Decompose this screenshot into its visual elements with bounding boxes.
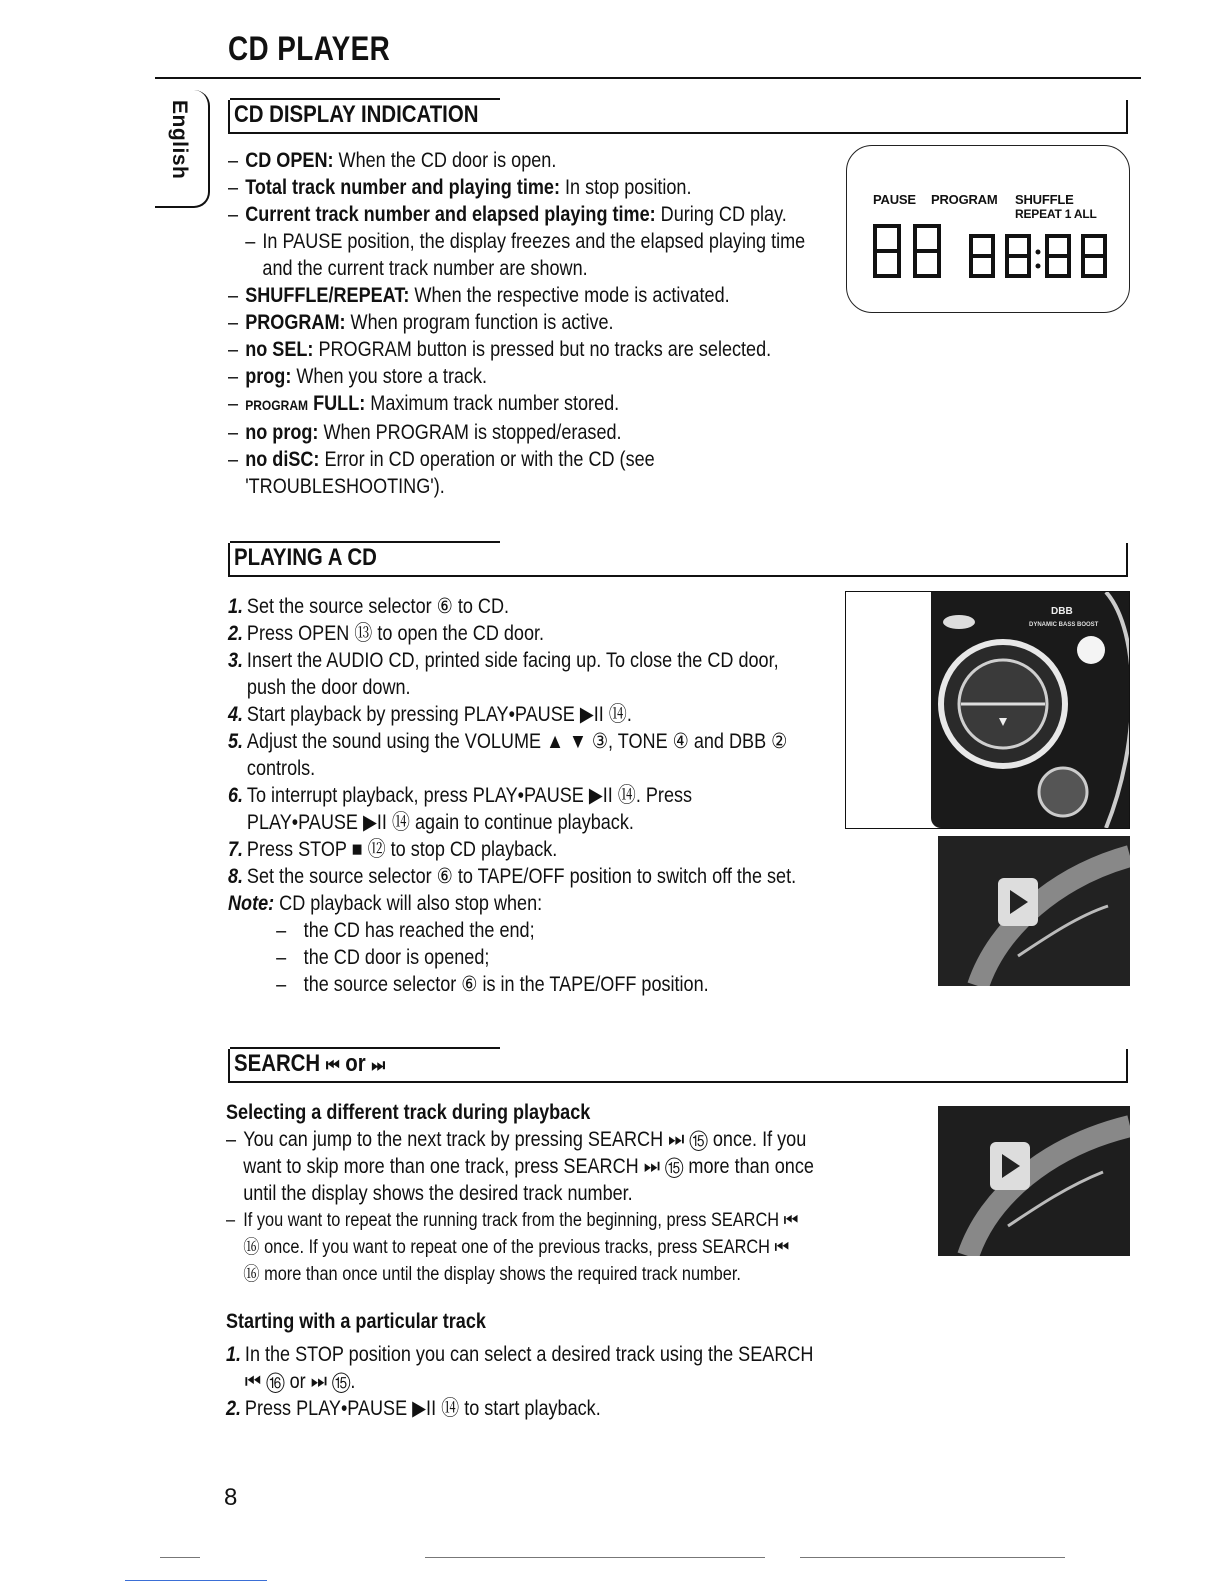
list-item: and the current track number are shown. (262, 257, 588, 280)
note-line: Note: CD playback will also stop when: (228, 892, 543, 915)
list-item: ⏮ ⑯ or ⏭ ⑮. (244, 1370, 356, 1393)
cd-player-photo-body (931, 592, 1129, 828)
page-title: CD PLAYER (228, 30, 391, 68)
section-heading-playing (228, 543, 1128, 577)
list-item: controls. (246, 757, 316, 780)
list-item: 1. Set the source selector ⑥ to CD. (228, 595, 510, 618)
list-item: 2. Press PLAY•PAUSE ▶II ⑭ to start playback. (226, 1397, 601, 1420)
lcd-display-illustration (846, 145, 1130, 313)
list-item: 5. Adjust the sound using the VOLUME ▲ ▼ ③, TONE ④ and DBB ② (228, 730, 788, 753)
search-controls-photo (938, 1106, 1130, 1256)
section-heading-search-label: SEARCH ⏮ or ⏭ (234, 1050, 386, 1077)
list-item: 4. Start playback by pressing PLAY•PAUSE ▶II ⑭. (228, 703, 632, 726)
controls-photo (938, 836, 1130, 986)
section-heading-playing-label: PLAYING A CD (234, 544, 377, 571)
lcd-label-shuffle: SHUFFLE (1015, 192, 1074, 207)
language-tab (155, 90, 210, 208)
list-item: push the door down. (246, 676, 411, 699)
section-heading-display-label: CD DISPLAY INDICATION (234, 101, 479, 128)
list-item: 'TROUBLESHOOTING'). (245, 475, 445, 498)
list-item: until the display shows the desired track number. (243, 1182, 633, 1205)
list-item: – CD OPEN: When the CD door is open. (228, 149, 557, 172)
list-item: 8. Set the source selector ⑥ to TAPE/OFF position to switch off the set. (228, 865, 797, 888)
search-subheading-select: Selecting a different track during playback (226, 1101, 591, 1124)
list-item: PLAY•PAUSE ▶II ⑭ again to continue playback. (246, 811, 634, 834)
list-item: – SHUFFLE/REPEAT: When the respective mode is activated. (228, 284, 730, 307)
list-item: – PROGRAM: When program function is active. (228, 311, 614, 334)
lcd-label-repeat: REPEAT 1 ALL (1015, 207, 1097, 221)
list-item: 2. Press OPEN ⑬ to open the CD door. (228, 622, 545, 645)
list-item: – Total track number and playing time: In stop position. (228, 176, 692, 199)
display-indications-list (228, 147, 805, 500)
list-item: – prog: When you store a track. (228, 365, 488, 388)
section-heading-display (228, 100, 1128, 134)
page-number: 8 (224, 1484, 238, 1511)
list-item: – Current track number and elapsed playing time: During CD play. (228, 203, 787, 226)
list-item: – PROGRAM FULL: Maximum track number stored. (228, 392, 620, 415)
prev-track-icon: ⏮ (325, 1055, 340, 1075)
play-button-icon (938, 836, 1130, 986)
list-item: – the source selector ⑥ is in the TAPE/OFF position. (276, 973, 709, 996)
lcd-digits (871, 222, 1111, 280)
lcd-label-program: PROGRAM (931, 192, 998, 207)
section-heading-search (228, 1049, 1128, 1083)
list-item: 7. Press STOP ■ ⑫ to stop CD playback. (228, 838, 558, 861)
list-item: – You can jump to the next track by pressing SEARCH ⏭ ⑮ once. If you (226, 1128, 807, 1151)
next-track-icon: ⏭ (371, 1055, 386, 1075)
list-item: – no SEL: PROGRAM button is pressed but no tracks are selected. (228, 338, 772, 361)
search-instructions (226, 1099, 814, 1422)
list-item: – If you want to repeat the running track from the beginning, press SEARCH ⏮ (226, 1210, 799, 1231)
cd-door-icon (931, 592, 1129, 828)
search-button-icon (938, 1106, 1130, 1256)
list-item: – no diSC: Error in CD operation or with the CD (see (228, 448, 655, 471)
language-tab-label: English (168, 100, 191, 180)
list-item: – the CD has reached the end; (276, 919, 535, 942)
dbb-sub-label: DYNAMIC BASS BOOST (1029, 622, 1099, 628)
search-subheading-start: Starting with a particular track (226, 1310, 486, 1333)
footer-link-rule (125, 1580, 267, 1581)
list-item: 1. In the STOP position you can select a desired track using the SEARCH (226, 1343, 814, 1366)
list-item: 3. Insert the AUDIO CD, printed side facing up. To close the CD door, (228, 649, 779, 672)
list-item: 6. To interrupt playback, press PLAY•PAUSE ▶II ⑭. Press (228, 784, 693, 807)
dbb-label: DBB (1051, 606, 1073, 617)
list-item: – no prog: When PROGRAM is stopped/erased. (228, 421, 622, 444)
title-rule (155, 77, 1141, 79)
playing-steps-list (228, 593, 796, 998)
list-item: ⑯ more than once until the display shows the required track number. (243, 1264, 741, 1285)
footer-rule (425, 1557, 765, 1558)
list-item: – the CD door is opened; (276, 946, 490, 969)
footer-rule (800, 1557, 1065, 1558)
lcd-label-pause: PAUSE (873, 192, 916, 207)
footer-rule (160, 1557, 200, 1558)
list-item: want to skip more than one track, press SEARCH ⏭ ⑮ more than once (243, 1155, 814, 1178)
cd-player-photo (845, 591, 1130, 829)
list-item: – In PAUSE position, the display freezes and the elapsed playing time (245, 230, 806, 253)
list-item: ⑯ once. If you want to repeat one of the previous tracks, press SEARCH ⏮ (243, 1237, 790, 1258)
